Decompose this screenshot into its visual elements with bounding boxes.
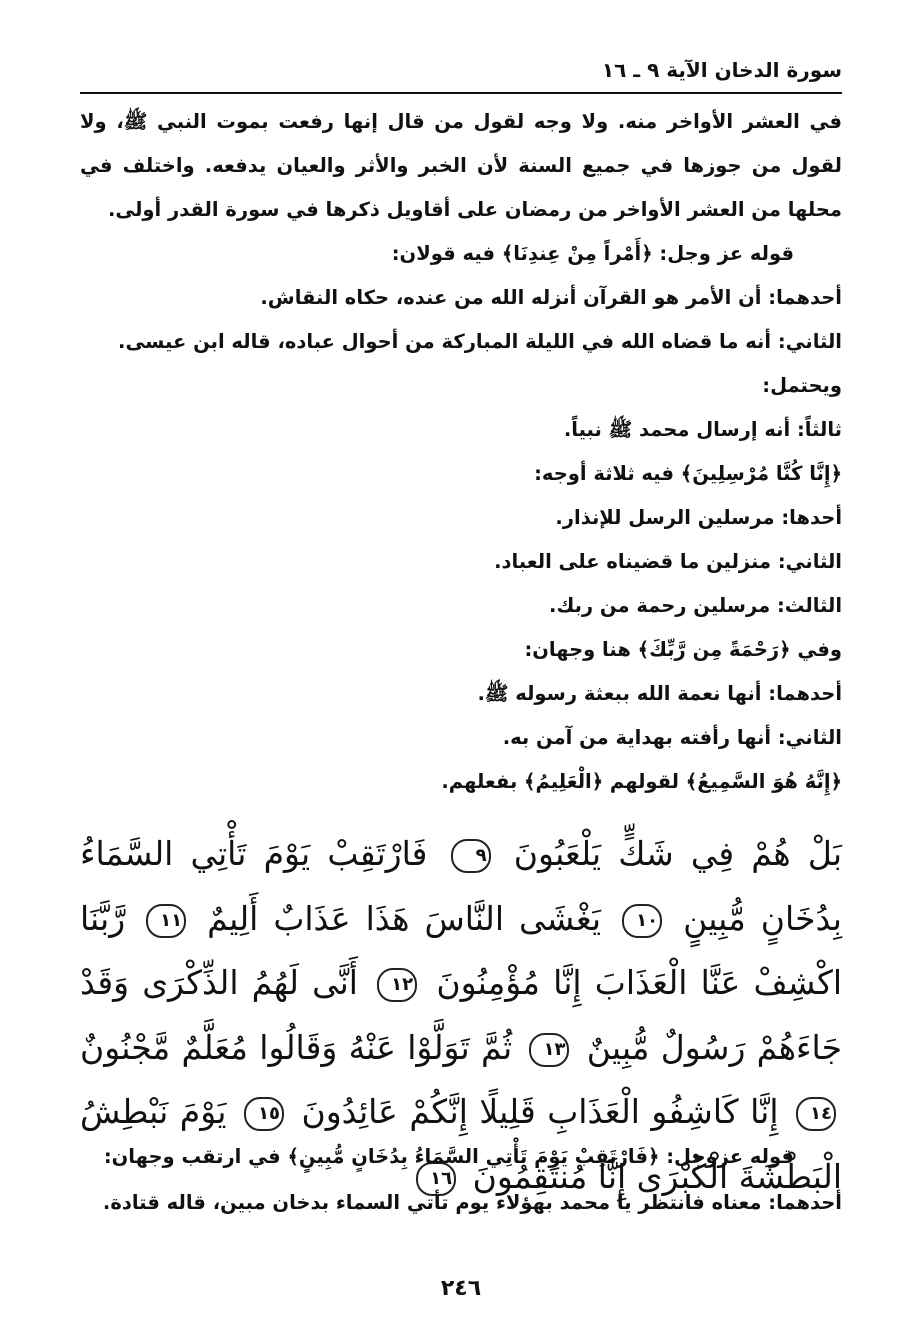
verse-11-marker: ١١ xyxy=(146,904,186,938)
verse-9-marker: ٩ xyxy=(451,839,491,873)
running-header: سورة الدخان الآية ٩ ـ ١٦ xyxy=(601,58,842,82)
line-rahma-first: أحدهما: أنها نعمة الله ببعثة رسوله ﷺ. xyxy=(477,682,842,705)
line-fartaqib: قوله عزوجل: ﴿فَارْتَقِبْ يَوْمَ تَأْتِي السَّمَاءُ بِدُخَانٍ مُّبِينٍ﴾ في ارتقب وجهان: xyxy=(103,1145,794,1168)
commentary-text xyxy=(80,100,842,804)
verse-11-text: يَغْشَى النَّاسَ هَذَا عَذَابٌ أَلِيمٌ xyxy=(207,898,602,938)
verse-10-text: فَارْتَقِبْ يَوْمَ تَأْتِي السَّمَاءُ بِدُخَانٍ مُّبِينٍ xyxy=(80,834,842,938)
verse-9-text: بَلْ هُمْ فِي شَكٍّ يَلْعَبُونَ xyxy=(513,834,843,873)
verse-12-text: رَّبَّنَا اكْشِفْ عَنَّا الْعَذَابَ إِنَّا مُؤْمِنُونَ xyxy=(80,898,842,1002)
page-number: ٢٤٦ xyxy=(440,1276,482,1301)
line-second-opinion: الثاني: أنه ما قضاه الله في الليلة المباركة من أحوال عباده، قاله ابن عيسى. xyxy=(118,330,842,353)
verse-13-text: أَنَّى لَهُمُ الذِّكْرَى وَقَدْ جَاءَهُمْ رَسُولٌ مُّبِينٌ xyxy=(80,963,842,1067)
verse-13-marker: ١٣ xyxy=(529,1033,569,1067)
line-amr-min-indina: قوله عز وجل: ﴿أَمْراً مِنْ عِندِنَا﴾ فيه قولان: xyxy=(391,242,794,265)
verse-14-marker: ١٤ xyxy=(796,1097,836,1131)
verse-10-marker: ١٠ xyxy=(622,904,662,938)
line-aspect-three: الثالث: مرسلين رحمة من ربك. xyxy=(549,594,842,617)
verse-14-text: ثُمَّ تَوَلَّوْا عَنْهُ وَقَالُوا مُعَلَّمٌ مَّجْنُونٌ xyxy=(80,1027,513,1067)
line-aspect-two: الثاني: منزلين ما قضيناه على العباد. xyxy=(494,550,842,573)
line-rahma-second: الثاني: أنها رأفته بهداية من آمن به. xyxy=(502,726,842,749)
verse-15-marker: ١٥ xyxy=(244,1097,284,1131)
verse-12-marker: ١٢ xyxy=(377,968,417,1002)
line-inna-kunna-mursilin: ﴿إِنَّا كُنَّا مُرْسِلِينَ﴾ فيه ثلاثة أوجه: xyxy=(534,462,842,485)
line-first-opinion: أحدهما: أن الأمر هو القرآن أنزله الله من عنده، حكاه النقاش. xyxy=(260,286,842,309)
verse-15-text: إِنَّا كَاشِفُو الْعَذَابِ قَلِيلًا إِنَّكُمْ عَائِدُونَ xyxy=(301,1092,779,1131)
line-third-opinion: ثالثاً: أنه إرسال محمد ﷺ نبياً. xyxy=(563,418,842,441)
header-rule xyxy=(80,92,842,94)
verse-16-marker: ١٦ xyxy=(416,1162,456,1196)
paragraph-opening: في العشر الأواخر منه. ولا وجه لقول من قال إنها رفعت بموت النبي ﷺ، ولا لقول من جوزها في جميع السنة لأن الخبر والأثر والعيان يدفعه. واختلف في محلها من العشر الأواخر من رمضان على أقاويل ذكرها في سورة القدر أولى. xyxy=(80,110,842,221)
line-rahmatan-min-rabbik: وفي ﴿رَحْمَةً مِن رَّبِّكَ﴾ هنا وجهان: xyxy=(524,638,842,661)
verse-16-text: يَوْمَ نَبْطِشُ الْبَطْشَةَ الْكُبْرَى إِنَّا مُنتَقِمُونَ xyxy=(80,1092,842,1196)
line-samee-aleem: ﴿إِنَّهُ هُوَ السَّمِيعُ﴾ لقولهم ﴿الْعَلِيمُ﴾ بفعلهم. xyxy=(441,770,842,793)
line-fartaqib-first: أحدهما: معناه فانتظر يا محمد بهؤلاء يوم تأتي السماء بدخان مبين، قاله قتادة. xyxy=(102,1191,842,1214)
line-aspect-one: أحدها: مرسلين الرسل للإنذار. xyxy=(555,506,842,529)
line-possibility: ويحتمل: xyxy=(762,374,842,397)
commentary-continuation xyxy=(80,1134,842,1226)
